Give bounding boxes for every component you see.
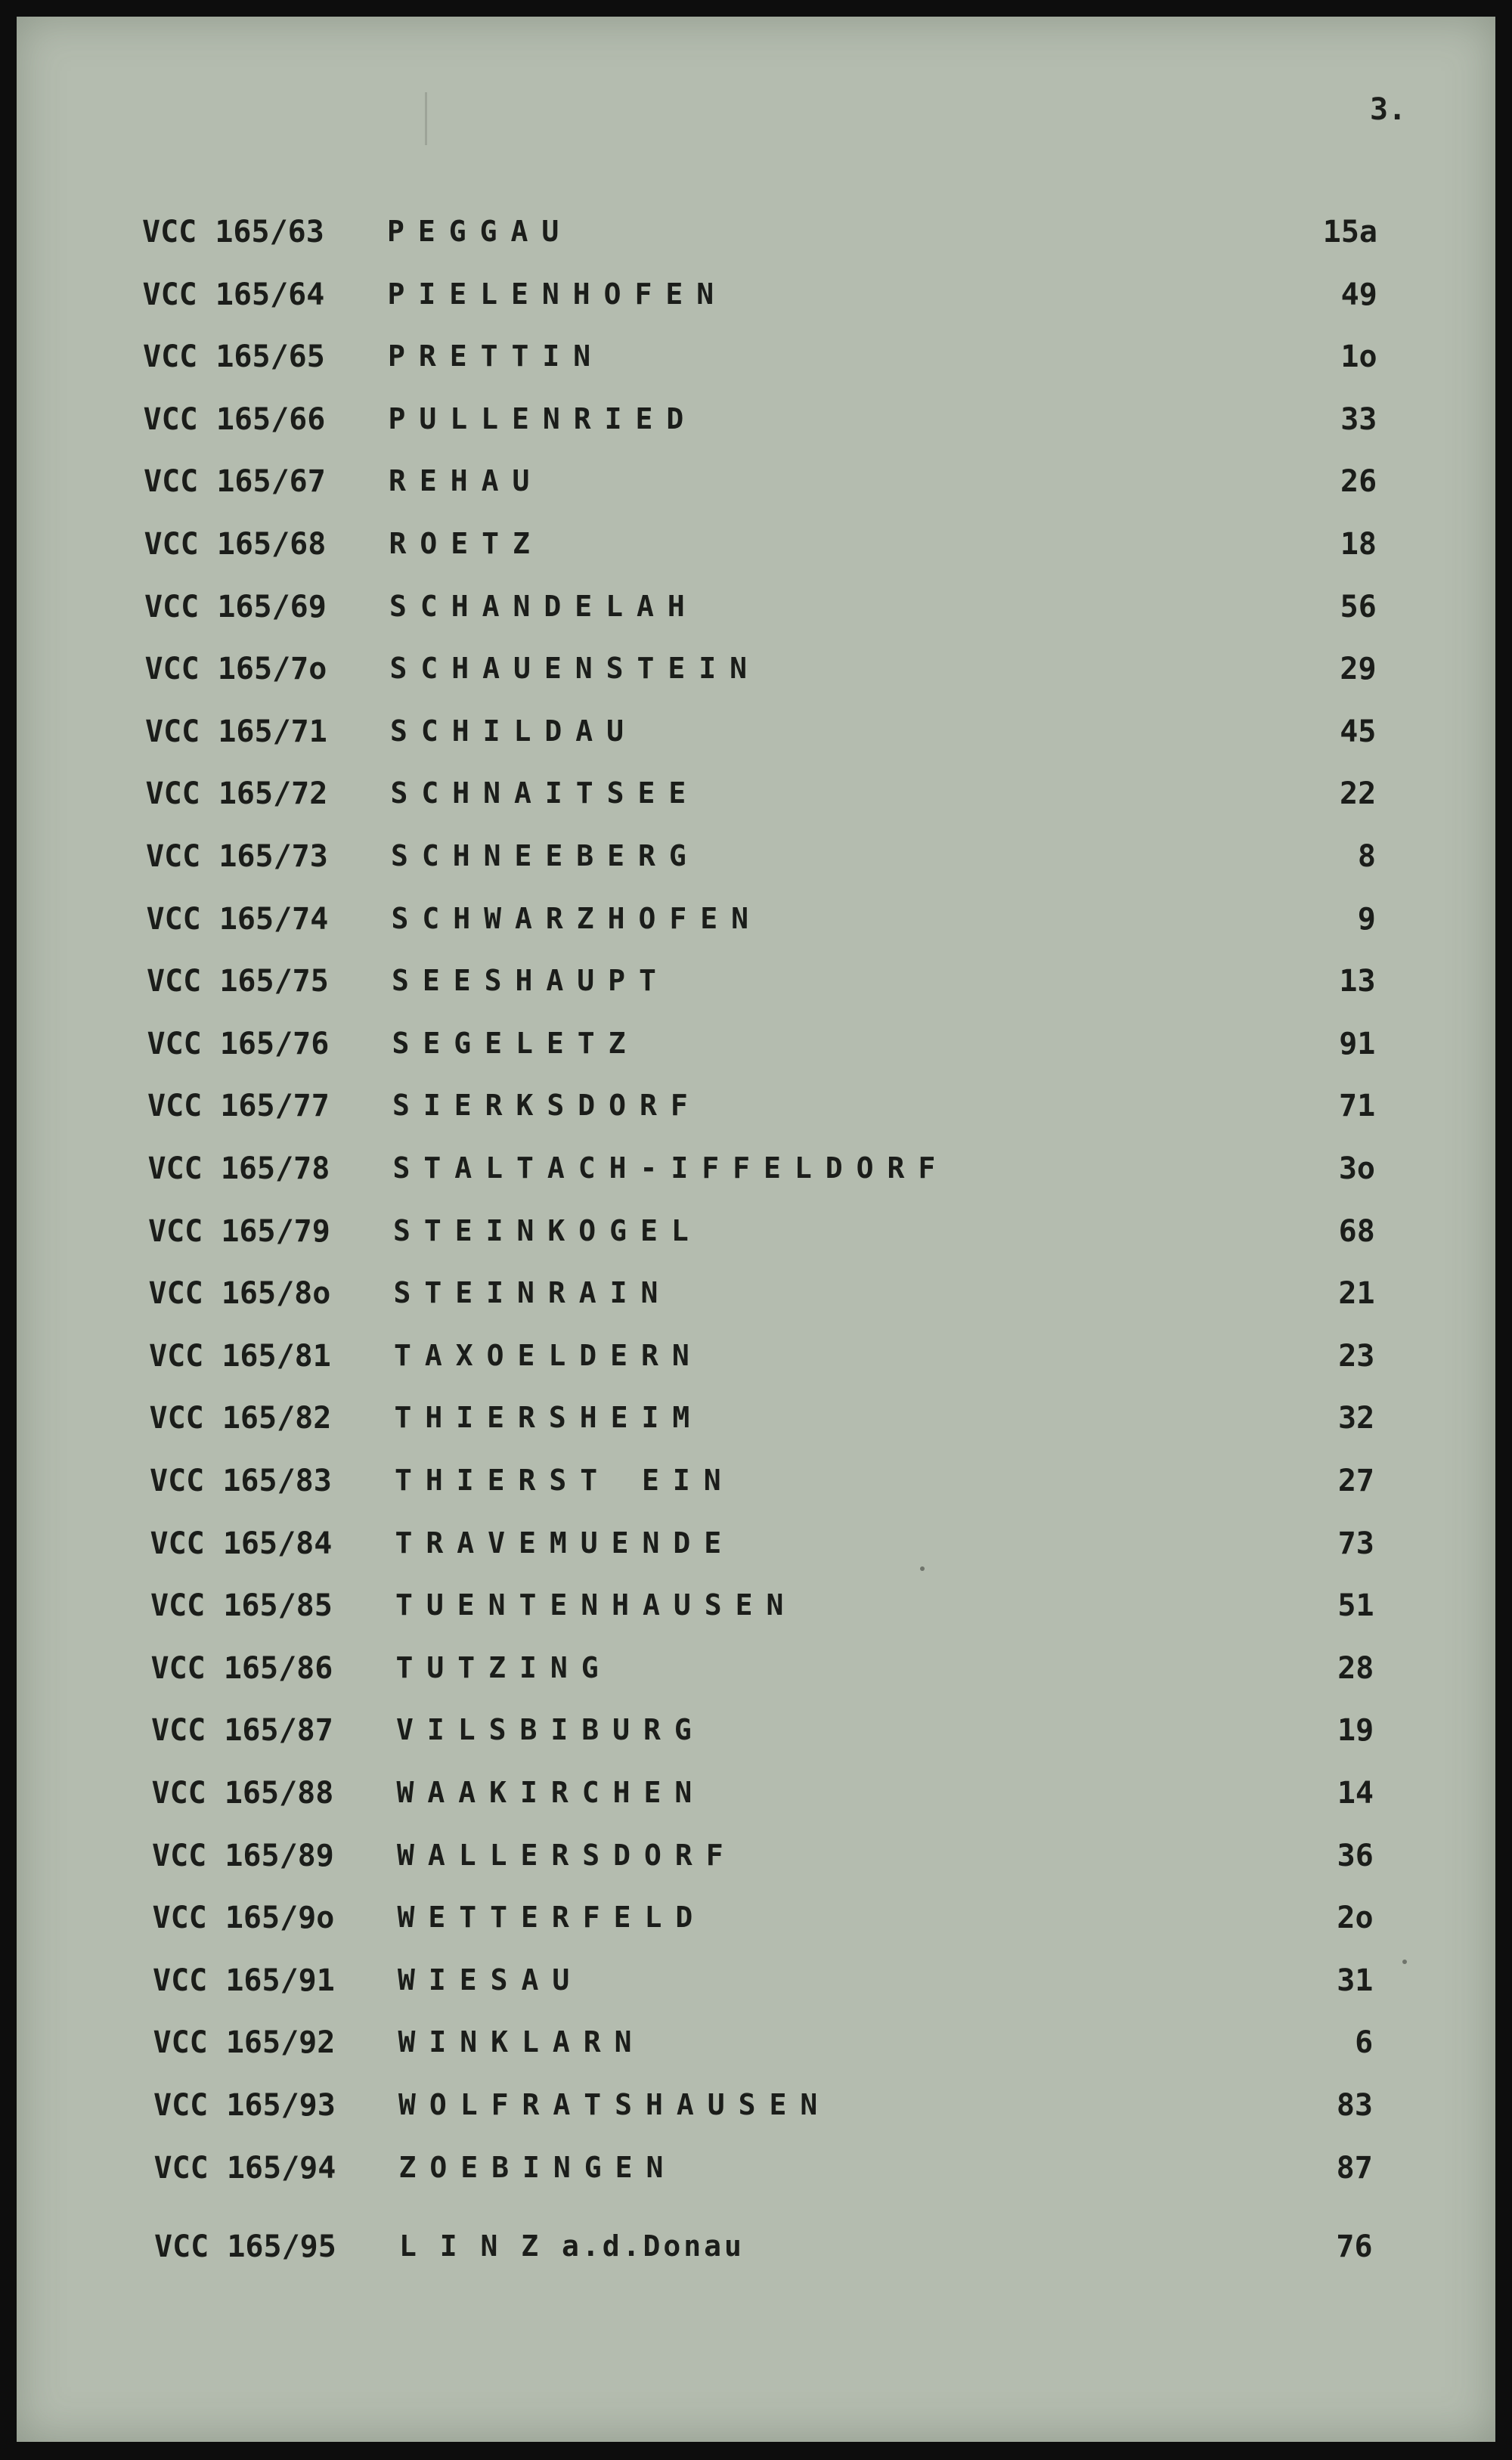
list-item xyxy=(17,1963,1495,2009)
place-name: VILSBIBURG xyxy=(396,1713,705,1747)
list-item xyxy=(17,339,1495,385)
list-item xyxy=(17,1339,1495,1384)
page-number: 3. xyxy=(1370,92,1407,127)
item-number: 9 xyxy=(1357,901,1376,937)
list-item xyxy=(17,1901,1495,1946)
reference-code: VCC 165/69 xyxy=(144,589,327,624)
item-number: 45 xyxy=(1340,714,1377,749)
place-name: TRAVEMUENDE xyxy=(395,1526,736,1560)
reference-code: VCC 165/76 xyxy=(147,1026,330,1061)
list-item xyxy=(17,714,1495,760)
list-item xyxy=(17,464,1495,510)
reference-code: VCC 165/94 xyxy=(153,2150,336,2186)
list-item xyxy=(17,215,1495,260)
reference-code: VCC 165/86 xyxy=(150,1650,333,1686)
reference-code: VCC 165/7o xyxy=(144,652,327,687)
place-name: WOLFRATSHAUSEN xyxy=(398,2088,832,2121)
place-name: SCHWARZHOFEN xyxy=(391,901,763,935)
item-number: 83 xyxy=(1336,2088,1373,2123)
place-name: SCHNEEBERG xyxy=(391,839,700,872)
item-number: 2o xyxy=(1337,1901,1374,1936)
reference-code: VCC 165/89 xyxy=(152,1838,334,1873)
place-name: STEINKOGEL xyxy=(393,1213,702,1247)
reference-code: VCC 165/85 xyxy=(150,1588,333,1624)
list-item xyxy=(17,1276,1495,1321)
list-item xyxy=(17,652,1495,697)
item-number: 68 xyxy=(1338,1213,1375,1249)
place-name: WALLERSDORF xyxy=(397,1838,737,1872)
reference-code: VCC 165/95 xyxy=(154,2229,336,2265)
list-item xyxy=(17,776,1495,822)
reference-code: VCC 165/77 xyxy=(147,1089,330,1124)
place-name: WAAKIRCHEN xyxy=(396,1776,706,1809)
reference-code: VCC 165/73 xyxy=(146,839,328,874)
reference-code: VCC 165/68 xyxy=(144,527,327,562)
reference-code: VCC 165/63 xyxy=(142,215,324,249)
place-name: SCHILDAU xyxy=(390,714,638,748)
reference-code: VCC 165/71 xyxy=(145,714,327,749)
item-number: 18 xyxy=(1340,527,1377,562)
paper-mark xyxy=(425,92,427,145)
list-item xyxy=(17,402,1495,448)
place-name: WETTERFELD xyxy=(397,1901,707,1935)
place-name: L I N Z a.d.Donau xyxy=(399,2229,745,2263)
list-item xyxy=(17,277,1495,323)
place-name: PULLENRIED xyxy=(388,401,698,435)
place-name: SCHAUENSTEIN xyxy=(389,652,761,686)
item-number: 22 xyxy=(1340,776,1377,812)
place-name: STALTACH-IFFELDORF xyxy=(392,1151,950,1185)
place-name: TAXOELDERN xyxy=(394,1338,703,1372)
place-name: TUTZING xyxy=(395,1650,612,1684)
list-item xyxy=(17,1401,1495,1446)
reference-code: VCC 165/74 xyxy=(146,901,329,937)
place-name: THIERST EIN xyxy=(395,1464,735,1497)
place-name: SEGELETZ xyxy=(392,1026,640,1060)
item-number: 14 xyxy=(1337,1776,1374,1811)
list-item xyxy=(17,527,1495,572)
list-item xyxy=(17,2025,1495,2071)
reference-code: VCC 165/78 xyxy=(147,1151,330,1186)
item-number: 73 xyxy=(1337,1526,1374,1561)
item-number: 26 xyxy=(1340,464,1377,500)
item-number: 51 xyxy=(1337,1588,1374,1624)
item-number: 6 xyxy=(1355,2025,1374,2061)
reference-code: VCC 165/79 xyxy=(148,1213,330,1249)
item-number: 91 xyxy=(1339,1026,1376,1061)
item-number: 87 xyxy=(1336,2150,1373,2186)
item-number: 76 xyxy=(1336,2229,1373,2265)
reference-code: VCC 165/9o xyxy=(152,1901,335,1936)
reference-code: VCC 165/64 xyxy=(142,277,325,312)
place-name: WIESAU xyxy=(398,1963,584,1997)
reference-code: VCC 165/88 xyxy=(151,1776,334,1811)
list-item xyxy=(17,1151,1495,1197)
list-item xyxy=(17,2229,1495,2275)
item-number: 13 xyxy=(1339,964,1376,999)
place-name: STEINRAIN xyxy=(393,1276,672,1310)
reference-code: VCC 165/93 xyxy=(153,2088,336,2123)
paper-speck xyxy=(920,1566,925,1571)
reference-code: VCC 165/67 xyxy=(144,464,326,500)
list-item xyxy=(17,902,1495,947)
reference-code: VCC 165/72 xyxy=(145,776,328,812)
list-item xyxy=(17,964,1495,1009)
item-number: 23 xyxy=(1338,1338,1375,1374)
reference-code: VCC 165/91 xyxy=(153,1963,335,1998)
place-name: SEESHAUPT xyxy=(392,964,670,998)
paper-speck xyxy=(1402,1960,1407,1964)
list-item xyxy=(17,2088,1495,2133)
item-number: 1o xyxy=(1340,339,1377,375)
item-number: 71 xyxy=(1339,1089,1376,1124)
reference-code: VCC 165/66 xyxy=(143,401,326,437)
list-item xyxy=(17,1651,1495,1696)
place-name: REHAU xyxy=(389,464,544,498)
reference-code: VCC 165/65 xyxy=(143,339,325,375)
reference-code: VCC 165/84 xyxy=(150,1526,333,1561)
item-number: 27 xyxy=(1337,1464,1374,1498)
list-item xyxy=(17,1588,1495,1634)
item-number: 29 xyxy=(1340,652,1377,687)
place-name: ZOEBINGEN xyxy=(398,2150,677,2184)
reference-code: VCC 165/92 xyxy=(153,2025,336,2061)
place-name: TUENTENHAUSEN xyxy=(395,1588,798,1622)
reference-code: VCC 165/75 xyxy=(147,964,329,999)
list-item xyxy=(17,839,1495,885)
item-number: 19 xyxy=(1337,1713,1374,1749)
item-number: 31 xyxy=(1337,1963,1374,1998)
item-number: 3o xyxy=(1338,1151,1375,1186)
reference-code: VCC 165/82 xyxy=(149,1401,332,1436)
item-number: 32 xyxy=(1338,1401,1375,1436)
item-number: 15a xyxy=(1322,215,1377,249)
reference-code: VCC 165/87 xyxy=(151,1713,333,1749)
item-number: 33 xyxy=(1340,401,1377,437)
item-number: 36 xyxy=(1337,1838,1374,1873)
place-name: WINKLARN xyxy=(398,2025,646,2059)
list-item xyxy=(17,590,1495,635)
item-number: 49 xyxy=(1340,277,1377,312)
place-name: ROETZ xyxy=(389,527,544,560)
place-name: SCHNAITSEE xyxy=(390,776,700,810)
list-item xyxy=(17,1776,1495,1821)
item-number: 28 xyxy=(1337,1650,1374,1686)
list-item xyxy=(17,1839,1495,1884)
list-item xyxy=(17,1089,1495,1134)
item-number: 21 xyxy=(1338,1276,1375,1312)
place-name: PRETTIN xyxy=(388,339,605,373)
place-name: THIERSHEIM xyxy=(394,1401,704,1435)
list-item xyxy=(17,1464,1495,1509)
list-item xyxy=(17,1713,1495,1758)
item-number: 56 xyxy=(1340,589,1377,624)
list-item xyxy=(17,1526,1495,1572)
reference-code: VCC 165/83 xyxy=(150,1464,332,1498)
reference-code: VCC 165/8o xyxy=(148,1276,331,1312)
list-item xyxy=(17,1027,1495,1072)
item-number: 8 xyxy=(1357,839,1376,874)
document-sheet xyxy=(17,17,1495,2442)
place-name: SIERKSDORF xyxy=(392,1089,702,1123)
place-name: SCHANDELAH xyxy=(389,589,699,623)
list-item xyxy=(17,2151,1495,2196)
reference-code: VCC 165/81 xyxy=(149,1338,331,1374)
place-name: PIELENHOFEN xyxy=(387,277,728,311)
place-name: PEGGAU xyxy=(387,215,573,248)
list-item xyxy=(17,1214,1495,1259)
